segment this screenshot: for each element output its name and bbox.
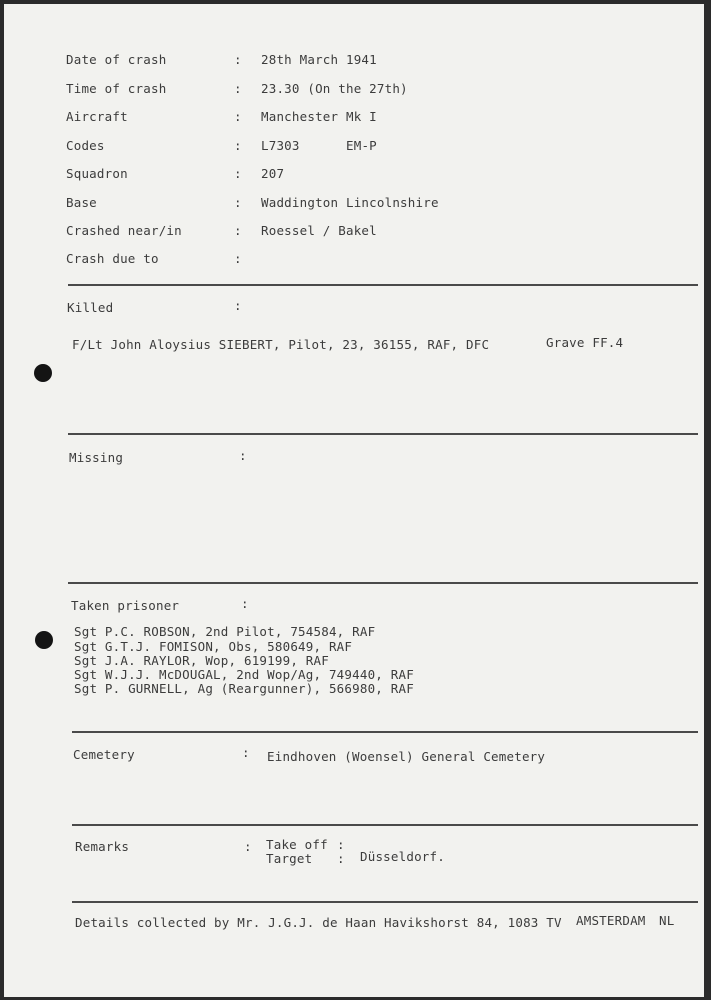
missing-label: Missing xyxy=(69,450,124,465)
crashed-near-label: Crashed near/in xyxy=(66,223,182,238)
footer-country: NL xyxy=(659,913,675,928)
date-of-crash-label: Date of crash xyxy=(66,52,167,67)
aircraft-value: Manchester Mk I xyxy=(261,109,377,124)
codes-colon: : xyxy=(234,138,242,153)
killed-colon: : xyxy=(234,298,242,313)
crashed-near-value: Roessel / Bakel xyxy=(261,223,377,238)
punch-hole xyxy=(34,364,52,382)
cemetery-colon: : xyxy=(242,745,250,760)
squadron-label: Squadron xyxy=(66,166,128,181)
base-colon: : xyxy=(234,195,242,210)
codes-squadron-code-value: EM-P xyxy=(346,138,377,153)
divider-rule xyxy=(68,582,698,584)
taken-prisoner-colon: : xyxy=(241,596,249,611)
take-off-colon: : xyxy=(337,837,345,852)
prisoner-entry: Sgt P. GURNELL, Ag (Reargunner), 566980, RAF xyxy=(74,681,414,696)
footer-details: Details collected by Mr. J.G.J. de Haan Havikshorst 84, 1083 TV xyxy=(75,915,562,930)
cemetery-value: Eindhoven (Woensel) General Cemetery xyxy=(267,749,546,764)
punch-hole xyxy=(35,631,53,649)
cemetery-label: Cemetery xyxy=(73,747,135,762)
aircraft-label: Aircraft xyxy=(66,109,128,124)
remarks-colon: : xyxy=(244,839,252,854)
squadron-colon: : xyxy=(234,166,242,181)
prisoner-entry: Sgt W.J.J. McDOUGAL, 2nd Wop/Ag, 749440, RAF xyxy=(74,667,414,682)
killed-label: Killed xyxy=(67,300,114,315)
prisoner-entry: Sgt P.C. ROBSON, 2nd Pilot, 754584, RAF xyxy=(74,624,376,639)
base-value: Waddington Lincolnshire xyxy=(261,195,439,210)
document-page xyxy=(4,4,704,997)
target-colon: : xyxy=(337,851,345,866)
codes-serial-value: L7303 xyxy=(261,138,300,153)
prisoner-entry: Sgt G.T.J. FOMISON, Obs, 580649, RAF xyxy=(74,639,353,654)
time-of-crash-colon: : xyxy=(234,81,242,96)
date-of-crash-value: 28th March 1941 xyxy=(261,52,377,67)
divider-rule xyxy=(68,433,698,435)
codes-label: Codes xyxy=(66,138,105,153)
date-of-crash-colon: : xyxy=(234,52,242,67)
take-off-label: Take off xyxy=(266,837,328,852)
squadron-value: 207 xyxy=(261,166,285,181)
footer-city: AMSTERDAM xyxy=(576,913,646,928)
prisoner-entry: Sgt J.A. RAYLOR, Wop, 619199, RAF xyxy=(74,653,329,668)
divider-rule xyxy=(72,731,698,733)
target-value: Düsseldorf. xyxy=(360,849,445,864)
remarks-label: Remarks xyxy=(75,839,130,854)
killed-grave: Grave FF.4 xyxy=(546,335,624,350)
missing-colon: : xyxy=(239,448,247,463)
divider-rule xyxy=(72,901,698,903)
divider-rule xyxy=(68,284,698,286)
crashed-near-colon: : xyxy=(234,223,242,238)
aircraft-colon: : xyxy=(234,109,242,124)
base-label: Base xyxy=(66,195,97,210)
crash-due-to-label: Crash due to xyxy=(66,251,159,266)
time-of-crash-label: Time of crash xyxy=(66,81,167,96)
divider-rule xyxy=(72,824,698,826)
crash-due-to-colon: : xyxy=(234,251,242,266)
target-label: Target xyxy=(266,851,313,866)
killed-entry: F/Lt John Aloysius SIEBERT, Pilot, 23, 36155, RAF, DFC xyxy=(72,337,490,352)
time-of-crash-value: 23.30 (On the 27th) xyxy=(261,81,408,96)
taken-prisoner-label: Taken prisoner xyxy=(71,598,180,613)
